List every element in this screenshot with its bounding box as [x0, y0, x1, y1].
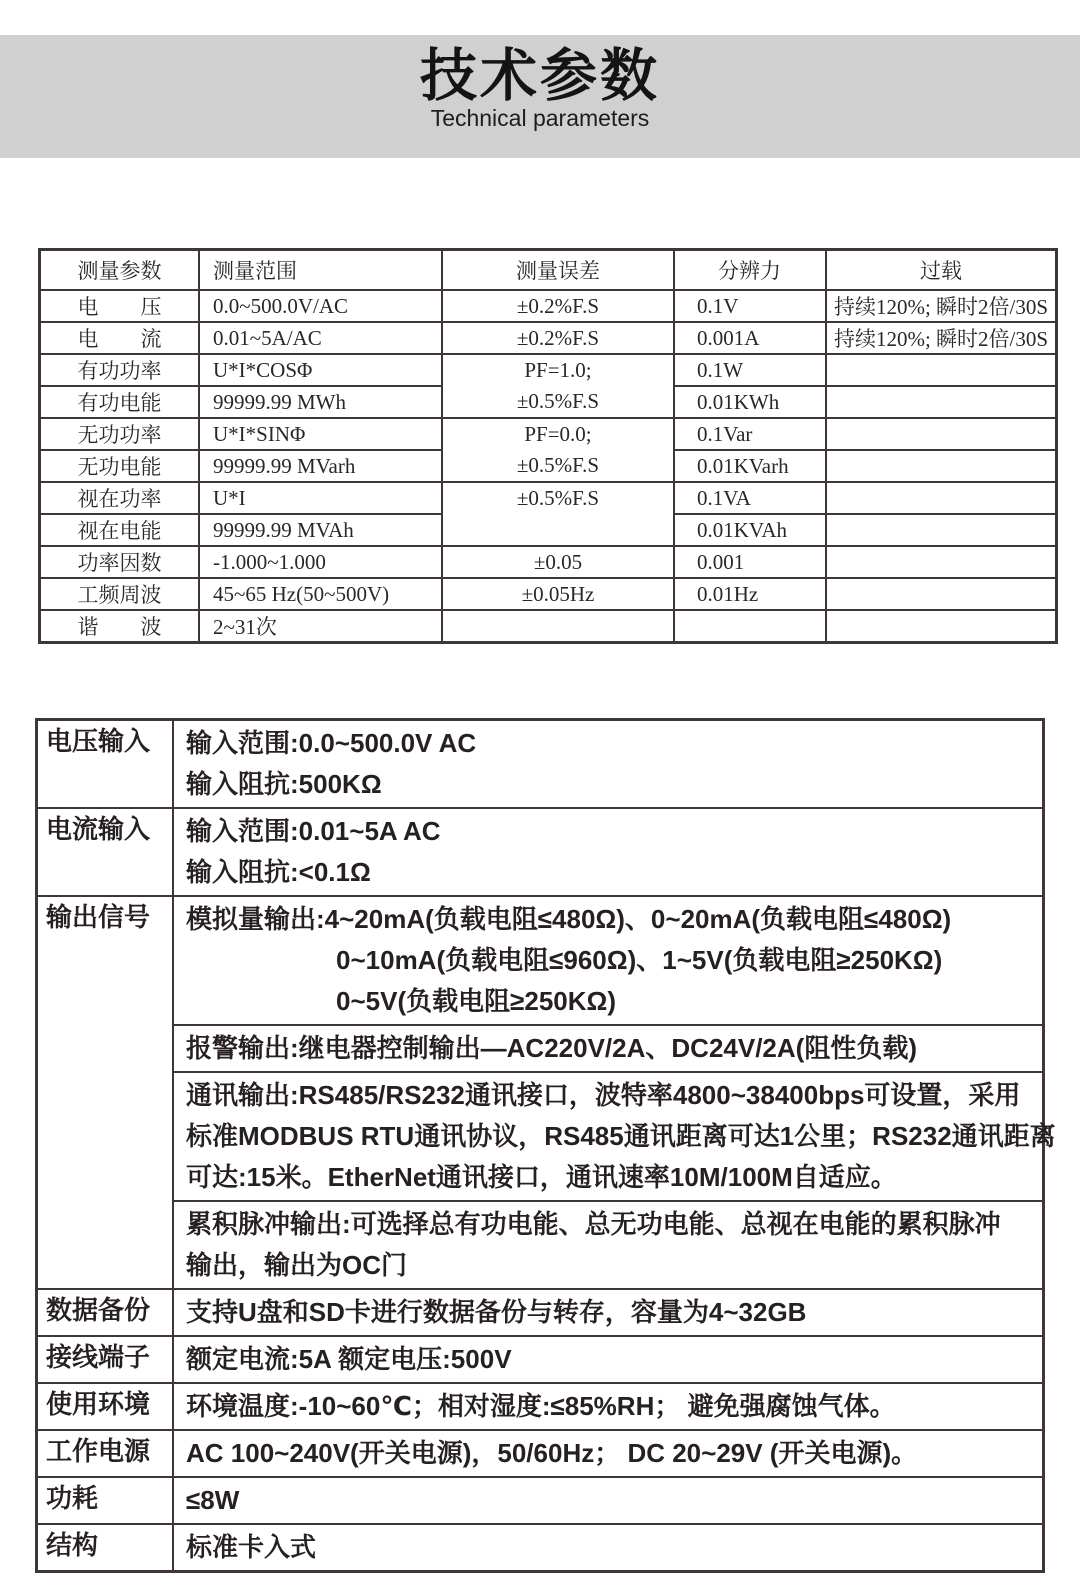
range-cell: 2~31次 — [199, 610, 442, 643]
resolution-cell: 0.01Hz — [674, 578, 826, 610]
range-cell: -1.000~1.000 — [199, 546, 442, 578]
measurement-header-cell: 测量参数 — [40, 250, 200, 291]
measurement-table-body — [40, 290, 1057, 643]
measurement-row — [40, 322, 1057, 354]
spec-block — [174, 1024, 1042, 1071]
error-cell: ±0.05 — [442, 546, 674, 578]
range-cell: 99999.99 MWh — [199, 386, 442, 418]
resolution-cell: 0.01KVarh — [674, 450, 826, 482]
spec-line: 0~10mA(负载电阻≤960Ω)、1~5V(负载电阻≥250KΩ) — [336, 945, 943, 975]
error-cell — [442, 354, 674, 418]
param-cell: 视在电能 — [40, 514, 200, 546]
spec-block — [174, 1071, 1056, 1200]
resolution-cell: 0.01KVAh — [674, 514, 826, 546]
resolution-cell: 0.1VA — [674, 482, 826, 514]
spec-line: 可达:15米。EtherNet通讯接口，通讯速率10M/100M自适应。 — [186, 1162, 897, 1192]
measurement-row — [40, 546, 1057, 578]
spec-content-cell — [173, 720, 1044, 809]
spec-block — [174, 1337, 1042, 1382]
spec-content-cell — [173, 1524, 1044, 1572]
error-line — [443, 514, 673, 545]
resolution-cell — [674, 610, 826, 643]
spec-line: 输入范围:0.0~500.0V AC — [186, 728, 477, 758]
spec-row — [37, 720, 1044, 809]
param-cell: 有功电能 — [40, 386, 200, 418]
param-cell: 工频周波 — [40, 578, 200, 610]
spec-label-cell: 功耗 — [37, 1477, 174, 1524]
param-cell: 谐 波 — [40, 610, 200, 643]
error-line: ±0.5%F.S — [516, 389, 600, 413]
spec-label-cell: 输出信号 — [37, 896, 174, 1289]
page-title: 技术参数 — [420, 44, 660, 108]
measurement-header-row — [40, 250, 1057, 291]
spec-label-cell: 数据备份 — [37, 1289, 174, 1336]
param-cell: 功率因数 — [40, 546, 200, 578]
title-band — [0, 35, 1080, 158]
spec-line: ≤8W — [186, 1485, 240, 1515]
measurement-row — [40, 418, 1057, 450]
measurement-table-head — [40, 250, 1057, 291]
spec-row — [37, 1524, 1044, 1572]
spec-content-cell — [173, 1336, 1044, 1383]
overload-cell — [826, 514, 1057, 546]
error-cell — [442, 610, 674, 643]
param-cell: 无功功率 — [40, 418, 200, 450]
spec-block — [174, 809, 1042, 895]
overload-cell — [826, 482, 1057, 514]
range-cell: 99999.99 MVAh — [199, 514, 442, 546]
specification-table-body — [37, 720, 1056, 1572]
param-cell: 电 流 — [40, 322, 200, 354]
spec-line: 输入阻抗:<0.1Ω — [186, 857, 371, 887]
spec-row — [37, 896, 1044, 1289]
error-cell: ±0.2%F.S — [442, 322, 674, 354]
resolution-cell: 0.1W — [674, 354, 826, 386]
spec-label-cell: 使用环境 — [37, 1383, 174, 1430]
range-cell: 0.0~500.0V/AC — [199, 290, 442, 322]
param-cell: 无功电能 — [40, 450, 200, 482]
overload-cell: 持续120%; 瞬时2倍/30S — [826, 322, 1057, 354]
measurement-row — [40, 290, 1057, 322]
error-cell: ±0.2%F.S — [442, 290, 674, 322]
measurement-parameters-table — [38, 248, 1058, 644]
resolution-cell: 0.1V — [674, 290, 826, 322]
spec-line: AC 100~240V(开关电源)，50/60Hz； DC 20~29V (开关电源)。 — [186, 1438, 918, 1468]
spec-label-cell: 结构 — [37, 1524, 174, 1572]
range-cell: 0.01~5A/AC — [199, 322, 442, 354]
measurement-row — [40, 354, 1057, 386]
spec-block — [174, 897, 1042, 1024]
param-cell: 有功功率 — [40, 354, 200, 386]
spec-block — [174, 1525, 1042, 1570]
spec-line: 输出，输出为OC门 — [186, 1250, 408, 1280]
spec-row — [37, 1477, 1044, 1524]
spec-row — [37, 1383, 1044, 1430]
range-cell: 45~65 Hz(50~500V) — [199, 578, 442, 610]
resolution-cell: 0.01KWh — [674, 386, 826, 418]
param-cell: 视在功率 — [40, 482, 200, 514]
overload-cell — [826, 418, 1057, 450]
measurement-header-cell: 分辨力 — [674, 250, 826, 291]
range-cell: U*I*SINΦ — [199, 418, 442, 450]
spec-line: 环境温度:-10~60℃；相对湿度:≤85%RH； 避免强腐蚀气体。 — [186, 1391, 896, 1421]
spec-content-cell — [173, 1477, 1044, 1524]
spec-content-cell — [173, 896, 1056, 1289]
error-line: ±0.5%F.S — [516, 486, 600, 510]
error-line: PF=1.0; — [524, 358, 592, 382]
spec-row — [37, 1289, 1044, 1336]
param-cell: 电 压 — [40, 290, 200, 322]
spec-line: 报警输出:继电器控制输出—AC220V/2A、DC24V/2A(阻性负载) — [186, 1033, 917, 1063]
error-line: ±0.5%F.S — [516, 453, 600, 477]
spec-row — [37, 1336, 1044, 1383]
spec-label-cell: 工作电源 — [37, 1430, 174, 1477]
spec-line: 额定电流:5A 额定电压:500V — [186, 1344, 512, 1374]
measurement-row — [40, 578, 1057, 610]
spec-block — [174, 1384, 1042, 1429]
spec-line: 输入阻抗:500KΩ — [186, 769, 382, 799]
overload-cell: 持续120%; 瞬时2倍/30S — [826, 290, 1057, 322]
spec-row — [37, 1430, 1044, 1477]
error-line: PF=0.0; — [524, 422, 592, 446]
specification-table — [35, 718, 1056, 1573]
overload-cell — [826, 546, 1057, 578]
spec-line: 模拟量输出:4~20mA(负载电阻≤480Ω)、0~20mA(负载电阻≤480Ω) — [186, 904, 952, 934]
spec-block — [174, 1290, 1042, 1335]
spec-content-cell — [173, 1383, 1044, 1430]
spec-line: 标准MODBUS RTU通讯协议，RS485通讯距离可达1公里；RS232通讯距离 — [186, 1121, 1056, 1151]
spec-label-cell: 电压输入 — [37, 720, 174, 809]
spec-label-cell: 接线端子 — [37, 1336, 174, 1383]
measurement-row — [40, 610, 1057, 643]
error-cell — [442, 418, 674, 482]
overload-cell — [826, 354, 1057, 386]
spec-content-cell — [173, 808, 1044, 896]
error-cell — [442, 482, 674, 546]
spec-content-cell — [173, 1430, 1044, 1477]
measurement-header-cell: 测量误差 — [442, 250, 674, 291]
range-cell: U*I — [199, 482, 442, 514]
spec-label-cell: 电流输入 — [37, 808, 174, 896]
measurement-header-cell: 测量范围 — [199, 250, 442, 291]
spec-line: 累积脉冲输出:可选择总有功电能、总无功电能、总视在电能的累积脉冲 — [186, 1209, 1001, 1239]
error-cell: ±0.05Hz — [442, 578, 674, 610]
measurement-row — [40, 482, 1057, 514]
spec-block — [174, 1431, 1042, 1476]
resolution-cell: 0.001 — [674, 546, 826, 578]
overload-cell — [826, 578, 1057, 610]
measurement-header-cell: 过载 — [826, 250, 1057, 291]
overload-cell — [826, 386, 1057, 418]
spec-line: 标准卡入式 — [186, 1532, 317, 1562]
resolution-cell: 0.1Var — [674, 418, 826, 450]
spec-content-cell — [173, 1289, 1044, 1336]
resolution-cell: 0.001A — [674, 322, 826, 354]
spec-line: 通讯输出:RS485/RS232通讯接口，波特率4800~38400bps可设置，采用 — [186, 1080, 1021, 1110]
range-cell: 99999.99 MVarh — [199, 450, 442, 482]
spec-block — [174, 1200, 1042, 1288]
spec-block — [174, 1478, 1042, 1523]
overload-cell — [826, 450, 1057, 482]
page-subtitle: Technical parameters — [430, 105, 650, 131]
spec-line: 0~5V(负载电阻≥250KΩ) — [336, 986, 617, 1016]
spec-line: 输入范围:0.01~5A AC — [186, 816, 441, 846]
spec-line: 支持U盘和SD卡进行数据备份与转存，容量为4~32GB — [186, 1297, 807, 1327]
overload-cell — [826, 610, 1057, 643]
spec-row — [37, 808, 1044, 896]
spec-block — [174, 721, 1042, 807]
range-cell: U*I*COSΦ — [199, 354, 442, 386]
